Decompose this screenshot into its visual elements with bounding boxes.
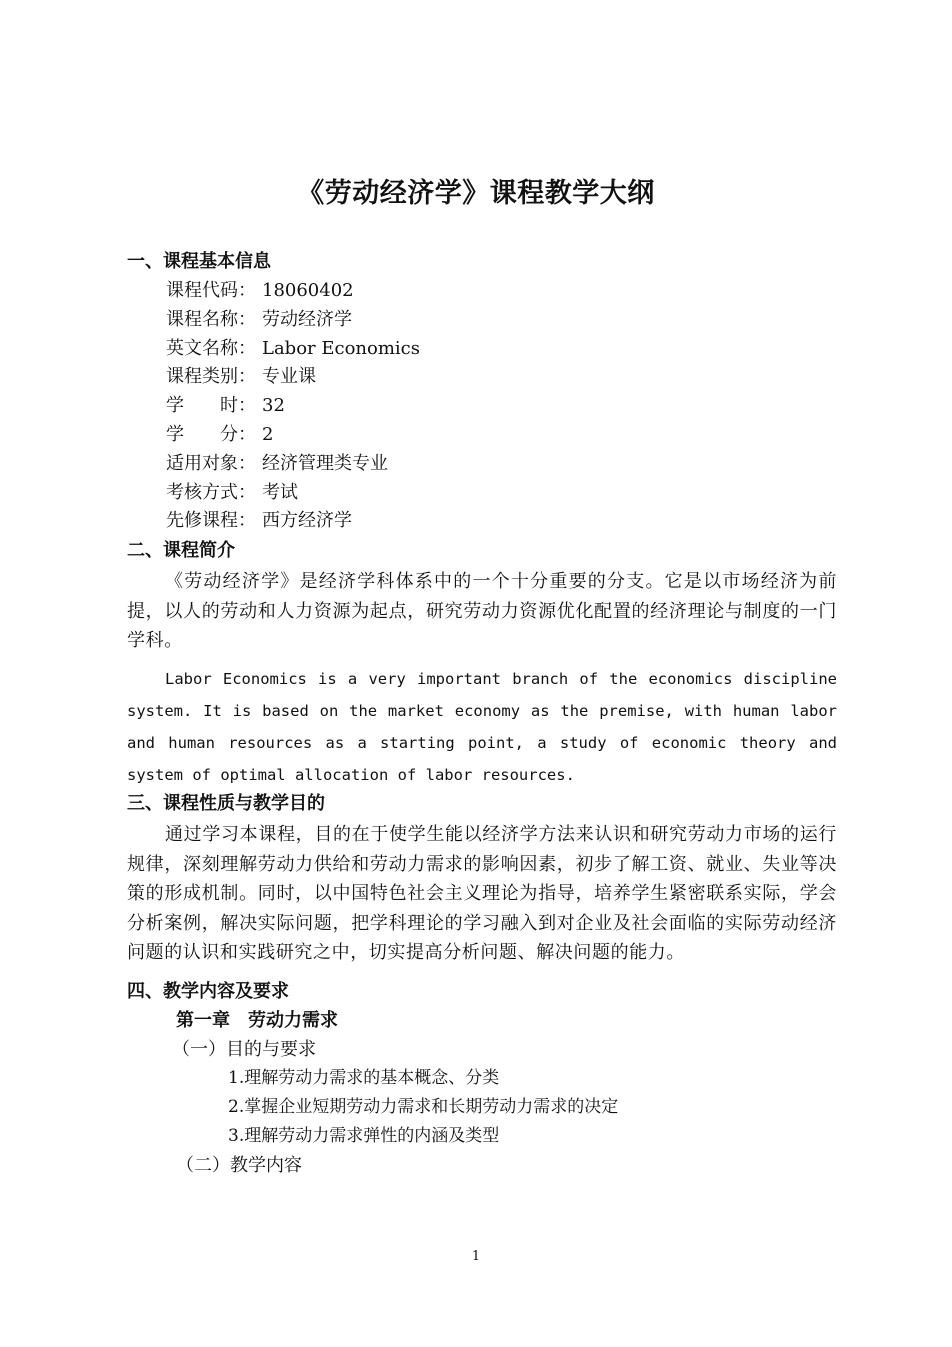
- info-value: 劳动经济学: [262, 308, 352, 330]
- info-value: 西方经济学: [262, 510, 352, 532]
- info-row-category: [166, 363, 666, 392]
- list-item: 1.理解劳动力需求的基本概念、分类: [228, 1068, 500, 1088]
- subheading-teaching-content: （二）教学内容: [176, 1155, 302, 1176]
- info-label: 课程名称：: [166, 308, 256, 330]
- info-row-assessment: [166, 479, 666, 508]
- info-label: 考核方式：: [166, 481, 256, 503]
- purpose-paragraph: 通过学习本课程，目的在于使学生能以经济学方法来认识和研究劳动力市场的运行规律，深刻理解劳动力供给和劳动力需求的影响因素，初步了解工资、就业、失业等决策的形成机制。同时，以中国特色社会主义理论为指导，培养学生紧密联系实际，学会分析案例，解决实际问题，把学科理论的学习融入到对企业及社会面临的实际劳动经济问题的认识和实践研究之中，切实提高分析问题、解决问题的能力。: [127, 824, 837, 964]
- introduction-paragraph-cn: 《劳动经济学》是经济学科体系中的一个十分重要的分支。它是以市场经济为前提，以人的劳动和人力资源为起点，研究劳动力资源优化配置的经济理论与制度的一门学科。: [127, 571, 837, 652]
- introduction-paragraph-en: Labor Economics is a very important branch of the economics discipline system. It is based on the market economy as the premise, with human labor and human resources as a starting point, a study of economic theory and system of optimal allocation of labor resources.: [127, 670, 837, 784]
- chapter-heading: 第一章 劳动力需求: [176, 1010, 338, 1031]
- info-label: 课程类别：: [166, 366, 256, 388]
- section-heading-nature-purpose: 三、课程性质与教学目的: [127, 793, 325, 814]
- list-item: 2.掌握企业短期劳动力需求和长期劳动力需求的决定: [228, 1097, 619, 1117]
- info-value: 2: [262, 423, 274, 445]
- info-label: 课程代码：: [166, 280, 256, 301]
- info-label: 适用对象：: [166, 452, 256, 474]
- info-row-code: [166, 277, 666, 306]
- section-heading-basic-info: 一、课程基本信息: [127, 251, 271, 272]
- info-value: Labor Economics: [262, 337, 421, 359]
- info-label: 学 时：: [166, 395, 256, 417]
- info-label: 英文名称：: [166, 337, 256, 359]
- info-row-english-name: [166, 335, 666, 364]
- info-value: 经济管理类专业: [262, 452, 388, 474]
- course-info-list: [166, 277, 666, 536]
- info-row-audience: [166, 450, 666, 479]
- document-title: 《劳动经济学》课程教学大纲: [297, 178, 655, 209]
- info-value: 32: [262, 395, 285, 417]
- section-heading-introduction: 二、课程简介: [127, 540, 235, 561]
- info-value: 18060402: [262, 280, 354, 301]
- info-label: 学 分：: [166, 423, 256, 445]
- info-label: 先修课程：: [166, 510, 256, 532]
- info-row-hours: [166, 392, 666, 421]
- info-value: 专业课: [262, 366, 316, 388]
- info-row-prerequisite: [166, 507, 666, 536]
- info-row-credits: [166, 421, 666, 450]
- section-heading-content: 四、教学内容及要求: [127, 981, 289, 1002]
- info-value: 考试: [262, 481, 298, 503]
- list-item: 3.理解劳动力需求弹性的内涵及类型: [228, 1126, 500, 1146]
- page-number: 1: [471, 1249, 481, 1264]
- info-row-name: [166, 306, 666, 335]
- subheading-objectives: （一）目的与要求: [172, 1039, 316, 1060]
